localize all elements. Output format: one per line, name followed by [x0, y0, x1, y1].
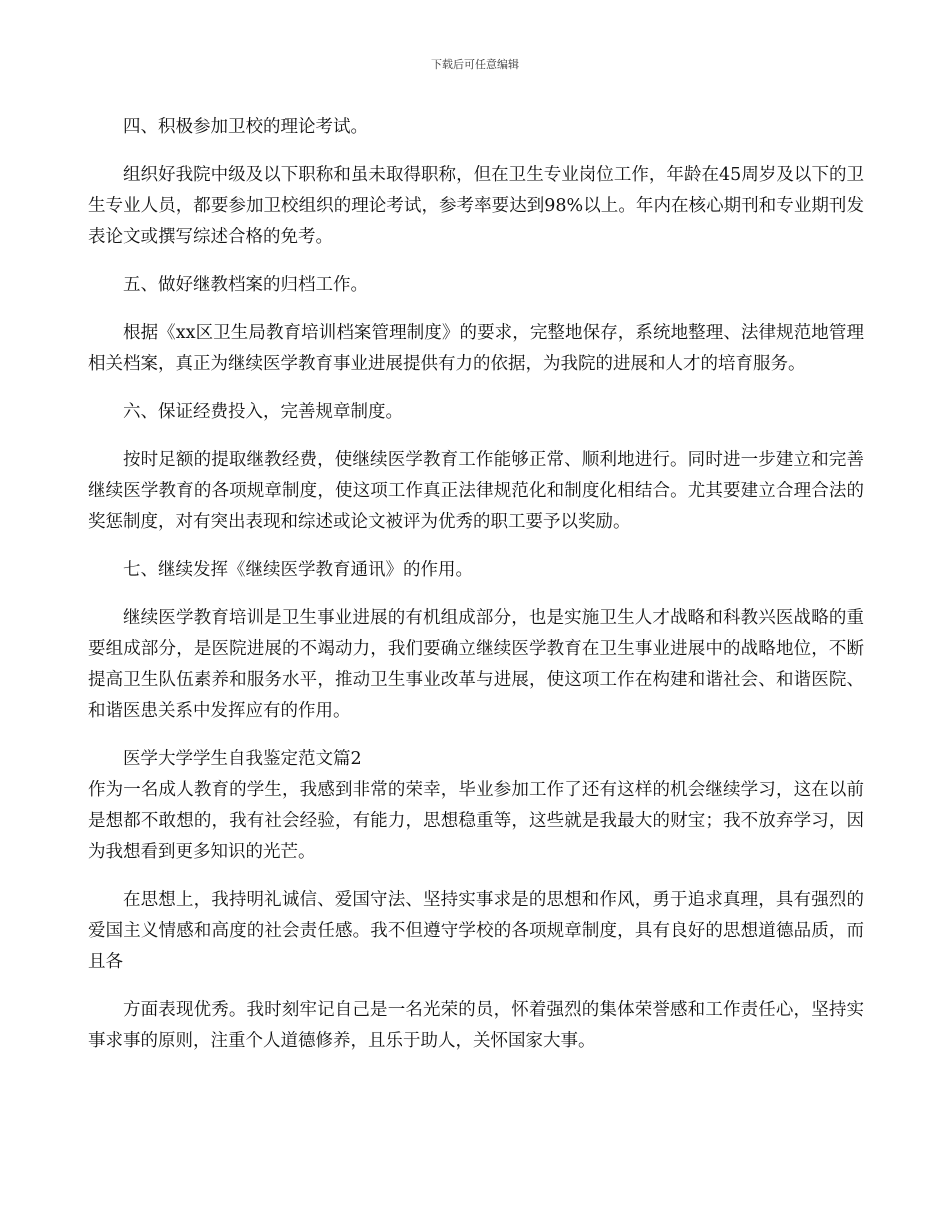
section-heading-7: 七、继续发挥《继续医学教育通讯》的作用。	[123, 560, 473, 580]
document-body	[88, 112, 864, 1057]
body-paragraph: 按时足额的提取继教经费，使继续医学教育工作能够正常、顺利地进行。同时进一步建立和完善继续医学教育的各项规章制度，使这项工作真正法律规范化和制度化相结合。尤其要建立合理合法的奖惩制度，对有突出表现和综述或论文被评为优秀的职工要予以奖励。	[88, 450, 864, 532]
body-paragraph: 组织好我院中级及以下职称和虽未取得职称，但在卫生专业岗位工作，年龄在45周岁及以下的卫生专业人员，都要参加卫校组织的理论考试，参考率要达到98%以上。年内在核心期刊和专业期刊发表论文或撰写综述合格的免考。	[88, 165, 864, 247]
body-paragraph: 继续医学教育培训是卫生事业进展的有机组成部分，也是实施卫生人才战略和科教兴医战略的重要组成部分，是医院进展的不竭动力，我们要确立继续医学教育在卫生事业进展中的战略地位，不断提高卫生队伍素养和服务水平，推动卫生事业改革与进展，使这项工作在构建和谐社会、和谐医院、和谐医患关系中发挥应有的作用。	[88, 608, 864, 721]
section-heading-6: 六、保证经费投入，完善规章制度。	[123, 402, 403, 422]
body-paragraph: 方面表现优秀。我时刻牢记自己是一名光荣的员，怀着强烈的集体荣誉感和工作责任心，坚持实事求事的原则，注重个人道德修养，且乐于助人，关怀国家大事。	[88, 1000, 864, 1051]
body-paragraph: 在思想上，我持明礼诚信、爱国守法、坚持实事求是的思想和作风，勇于追求真理，具有强烈的爱国主义情感和高度的社会责任感。我不但遵守学校的各项规章制度，具有良好的思想道德品质，而且各	[88, 890, 864, 972]
page-header-note: 下载后可任意编辑	[431, 58, 519, 71]
body-paragraph: 根据《xx区卫生局教育培训档案管理制度》的要求，完整地保存，系统地整理、法律规范地管理相关档案，真正为继续医学教育事业进展提供有力的依据，为我院的进展和人才的培育服务。	[88, 323, 864, 374]
section-heading-4: 四、积极参加卫校的理论考试。	[123, 117, 368, 137]
body-paragraph: 作为一名成人教育的学生，我感到非常的荣幸，毕业参加工作了还有这样的机会继续学习，这在以前是想都不敢想的，我有社会经验，有能力，思想稳重等，这些就是我最大的财宝；我不放弃学习，因为我想看到更多知识的光芒。	[88, 780, 864, 862]
section-heading-5: 五、做好继教档案的归档工作。	[123, 275, 368, 295]
article-title: 医学大学学生自我鉴定范文篇2	[123, 749, 362, 769]
